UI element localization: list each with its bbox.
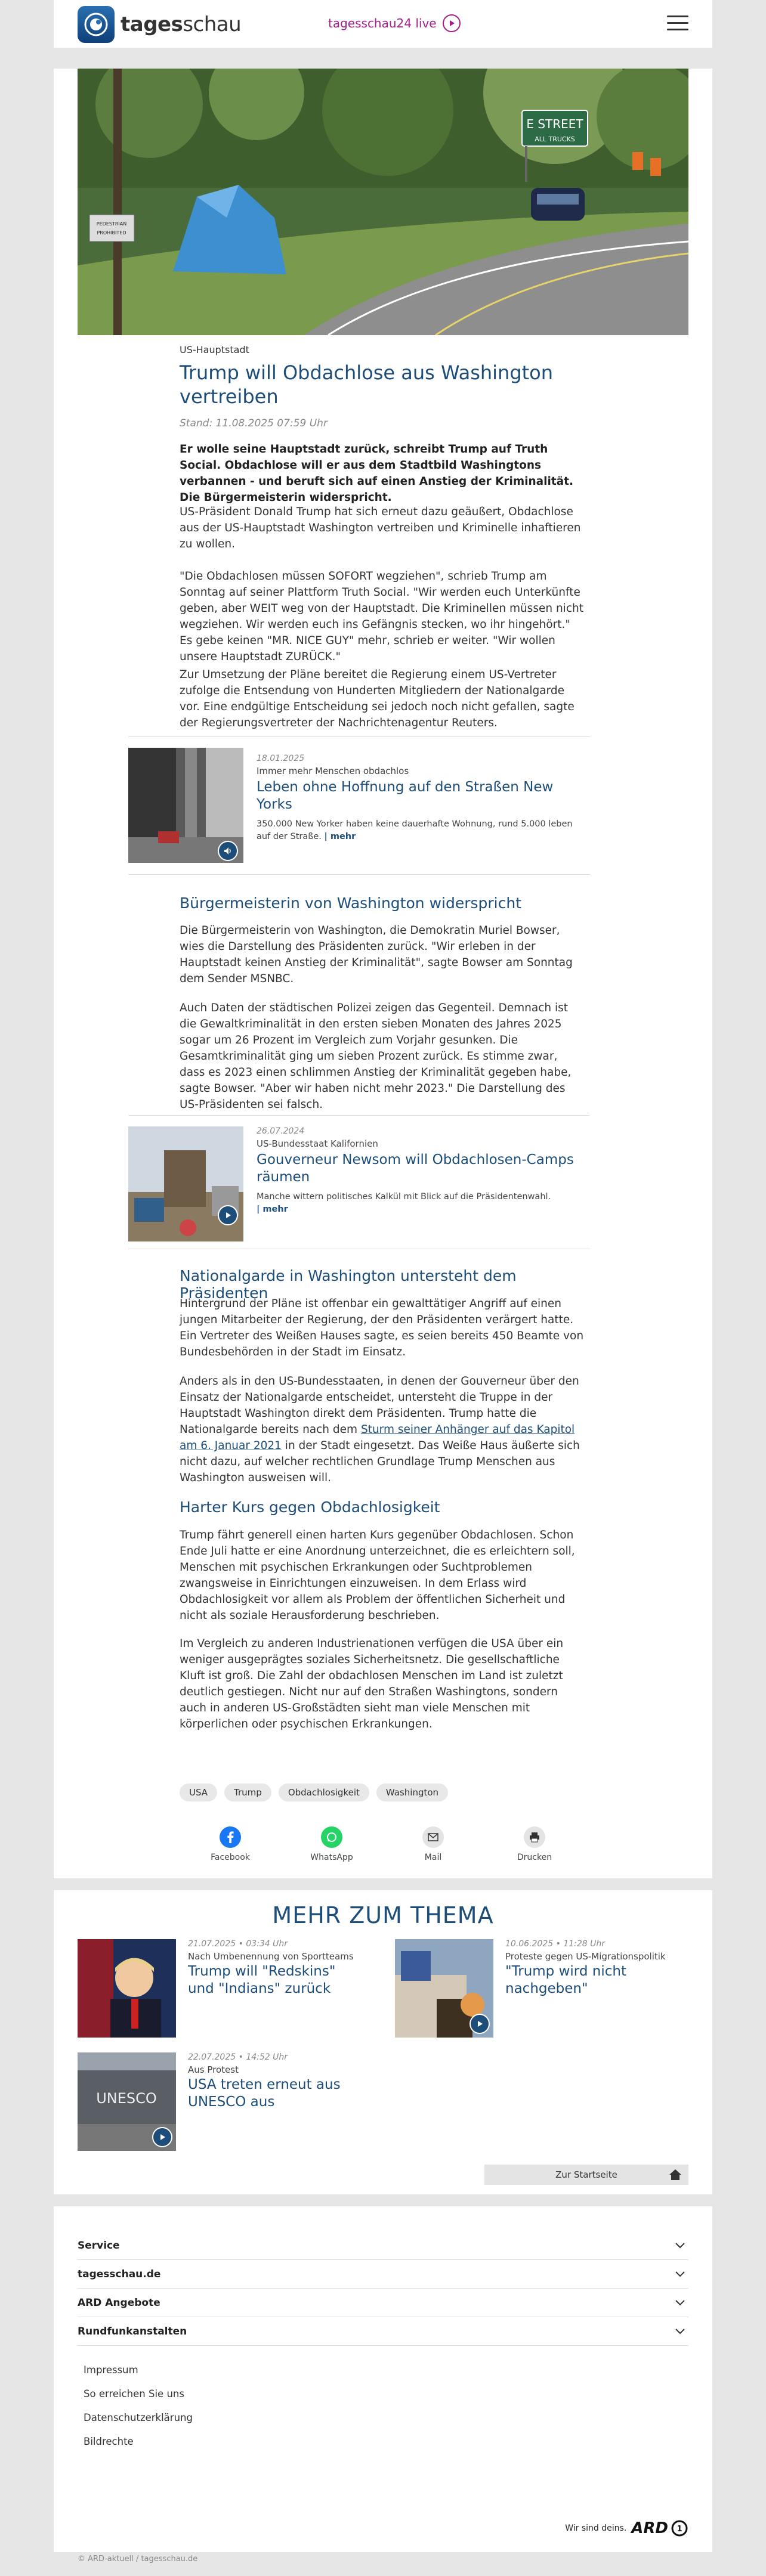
article-title: Trump will Obdachlose aus Washington vertreiben [180,361,554,408]
paragraph: Zur Umsetzung der Pläne bereitet die Regierung einem US-Vertreter zufolge die Entsendung von Hunderten Mitgliedern der Nationalgarde vor. Eine endgültige Entscheidung sei jedoch noch nicht gefallen, sagte der Regierungsvertreter der Nachrichtenagentur Reuters. [180,668,574,729]
whatsapp-icon [321,1826,342,1848]
related-section [54,1890,712,2194]
tag[interactable]: Trump [224,1784,271,1801]
article-date: Stand: 11.08.2025 07:59 Uhr [180,417,328,429]
related-title: MEHR ZUM THEMA [272,1902,494,1928]
footer-section-service[interactable]: Service [78,2231,688,2260]
print-icon [524,1826,545,1848]
tagesschau24-live-link[interactable] [328,14,461,32]
teaser-body [257,754,579,843]
share-print[interactable]: Drucken [499,1826,570,1862]
ard-brand[interactable] [565,2519,688,2537]
svg-text:PROHIBITED: PROHIBITED [97,230,126,236]
share-facebook[interactable]: Facebook [194,1826,266,1862]
teaser-topline: US-Bundesstaat Kalifornien [257,1138,378,1149]
paragraph: Hintergrund der Pläne ist offenbar ein gewalttätiger Angriff auf einen jungen Mitarbeiter der Regierung, der den Präsidenten verärgert hatte. Ein Vertreter des Weißen Hauses sagte, es seien bereits 450 Beamte von Bundesbehörden in der Stadt im Einsatz. [180,1298,584,1358]
footer-section-rundfunkanstalten[interactable]: Rundfunkanstalten [78,2317,688,2346]
play-icon [443,14,461,32]
teaser-date: 26.07.2024 [257,1126,305,1136]
paragraph: Trump fährt generell einen harten Kurs gegenüber Obdachlosen. Schon Ende Juli hatte er eine Anordnung unterzeichnet, die es erleichtern soll, Menschen mit psychischen Erkrankungen oder Suchtproblemen zwangsweise in Einrichtungen einzuweisen. In dem Erlass wird Obdachlosigkeit vor allem als Problem der öffentlichen Sicherheit und nicht als soziale Herausforderung beschrieben. [180,1529,575,1622]
tag-list [180,1784,448,1801]
share-mail[interactable]: Mail [397,1826,469,1862]
svg-text:E STREET: E STREET [526,117,583,131]
footer-section-ard-angebote[interactable]: ARD Angebote [78,2289,688,2317]
paragraph: Im Vergleich zu anderen Industrienationen verfügen die USA über ein weniger ausgeprägtes soziales Sicherheitsnetz. Die gesellschaftliche Kluft ist groß. Die Zahl der obdachlosen Menschen im Land ist zuletzt deutlich gestiegen. Nicht nur auf den Straßen Washingtons, sondern auch in anderen US-Großstädten sieht man viele Menschen mit körperlichen oder psychischen Erkrankungen. [180,1637,564,1730]
teaser-text: 350.000 New Yorker haben keine dauerhafte Wohnung, rund 5.000 leben auf der Straße. | mehr [257,819,573,841]
facebook-icon [220,1826,241,1848]
site-footer [54,2206,712,2552]
paragraph: Auch Daten der städtischen Polizei zeigen das Gegenteil. Demnach ist die Gewaltkriminalität in den ersten sieben Monaten des Jahres 2025 sogar um 26 Prozent im Vergleich zum Vorjahr gesunken. Die Gesamtkriminalität ging um sieben Prozent zurück. Es stimme zwar, dass es 2023 einen schlimmen Anstieg der Kriminalität gegeben habe, sagte Bowser. "Aber wir haben nicht mehr 2023." Die Darstellung des US-Präsidenten sei falsch. [180,1002,572,1111]
teaser-kalifornien[interactable] [128,1115,590,1249]
related-item[interactable] [78,1939,364,2041]
related-body: 10.06.2025 • 11:28 Uhr Proteste gegen US-Migrationspolitik "Trump wird nicht nachgeben" [505,1939,678,1998]
paragraph: US-Präsident Donald Trump hat sich erneut dazu geäußert, Obdachlose aus der US-Hauptstadt Washington vertreiben und Kriminelle inhaftieren zu wollen. [180,506,581,550]
paragraph: "Die Obdachlosen müssen SOFORT wegziehen", schrieb Trump am Sonntag auf seiner Plattform Truth Social. "Wir werden euch Unterkünfte geben, aber WEIT weg von der Hauptstadt. Die Kriminellen müssen nicht wegziehen. Wir werden euch ins Gefängnis stecken, wo ihr hingehört." Es gebe keinen "MR. NICE GUY" mehr, schrieb er weiter. "Wir wollen unsere Hauptstadt ZURÜCK." [180,570,583,663]
ard-logo: ARD [631,2519,668,2537]
related-headline[interactable]: USA treten erneut aus UNESCO aus [188,2077,341,2110]
logo-text: tagesschau [121,13,242,36]
kapitol-link[interactable]: Sturm seiner Anhänger auf das Kapitol am 6. Januar 2021 [180,1423,575,1452]
home-button[interactable] [484,2165,688,2185]
article-container [54,69,712,1878]
unesco-sign: UNESCO [96,2090,157,2107]
tagesschau-logo[interactable] [78,6,241,43]
share-bar [180,1826,585,1862]
article-topline: US-Hauptstadt [180,344,249,355]
more-link[interactable]: | mehr [324,832,356,841]
teaser-date: 18.01.2025 [257,754,305,763]
teaser-text: Manche wittern politisches Kalkül mit Blick auf die Präsidentenwahl. | mehr [257,1192,551,1214]
related-headline[interactable]: Trump will "Redskins" und "Indians" zurück [188,1964,336,1996]
subheading: Bürgermeisterin von Washington widerspricht [180,894,521,912]
teaser-headline[interactable]: Gouverneur Newsom will Obdachlosen-Camps räumen [257,1152,574,1185]
related-body: 21.07.2025 • 03:34 Uhr Nach Umbenennung von Sportteams Trump will "Redskins" und "Indians" zurück [188,1939,361,1998]
teaser-new-york[interactable] [128,736,590,875]
video-icon [152,2127,172,2147]
footer-link-datenschutz[interactable]: Datenschutzerklärung [84,2412,193,2423]
svg-text:PEDESTRIAN: PEDESTRIAN [96,221,127,227]
ard-globe-icon [83,11,109,38]
video-icon [218,1205,238,1225]
svg-text:ALL TRUCKS: ALL TRUCKS [535,135,575,143]
home-icon [668,2168,682,2184]
subheading: Harter Kurs gegen Obdachlosigkeit [180,1498,440,1516]
paragraph: Anders als in den US-Bundesstaaten, in denen der Gouverneur über den Einsatz der Nationalgarde entscheidet, untersteht die Truppe in der Hauptstadt Washington direkt dem Präsidenten. Trump hatte die Nationalgarde bereits nach dem Sturm seiner Anhänger auf das Kapitol am 6. Januar 2021 in der Stadt eingesetzt. Das Weiße Haus äußerte sich nicht dazu, auf welcher rechtlichen Grundlage Trump Menschen aus Washington ausweisen will. [180,1375,580,1484]
teaser-topline: Immer mehr Menschen obdachlos [257,766,409,776]
audio-icon [218,841,238,861]
related-headline[interactable]: "Trump wird nicht nachgeben" [505,1964,626,1996]
home-label: Zur Startseite [555,2169,617,2180]
related-body: 22.07.2025 • 14:52 Uhr Aus Protest USA treten erneut aus UNESCO aus [188,2052,361,2111]
video-icon [470,2014,490,2034]
footer-section-tagesschau[interactable]: tagesschau.de [78,2260,688,2289]
teaser-body [257,1126,579,1216]
tag[interactable]: Washington [376,1784,448,1801]
logo-badge [78,6,115,43]
article-lead: Er wolle seine Hauptstadt zurück, schreibt Trump auf Truth Social. Obdachlose will er aus dem Stadtbild Washingtons verbannen - und beruft sich auf einen Anstieg der Kriminalität. Die Bürgermeisterin widerspricht. [180,443,574,504]
hero-image [78,69,688,335]
more-link[interactable]: | mehr [257,1205,288,1214]
chevron-down-icon [675,2243,685,2249]
chevron-down-icon [675,2271,685,2277]
related-item[interactable] [395,1939,681,2041]
wir-sind-deins: Wir sind deins. [565,2524,627,2533]
footer-link-kontakt[interactable]: So erreichen Sie uns [84,2388,184,2399]
copyright: © ARD-aktuell / tagesschau.de [78,2555,198,2563]
mail-icon [422,1826,444,1848]
chevron-down-icon [675,2329,685,2334]
related-image [78,1939,176,2038]
tag[interactable]: Obdachlosigkeit [279,1784,369,1801]
ard-one-icon [671,2519,688,2537]
teaser-headline[interactable]: Leben ohne Hoffnung auf den Straßen New Yorks [257,779,554,812]
site-header [54,0,712,48]
footer-link-impressum[interactable]: Impressum [84,2364,138,2376]
share-whatsapp[interactable]: WhatsApp [296,1826,367,1862]
live-label: tagesschau24 live [328,16,437,30]
footer-link-bildrechte[interactable]: Bildrechte [84,2436,134,2447]
footer-links [84,2358,193,2454]
chevron-down-icon [675,2300,685,2306]
tag[interactable]: USA [180,1784,217,1801]
menu-icon[interactable] [667,16,688,35]
svg-text:1: 1 [677,2525,682,2534]
subheading: Nationalgarde in Washington untersteht dem Präsidenten [180,1267,517,1302]
related-item[interactable] [78,2052,364,2154]
paragraph: Die Bürgermeisterin von Washington, die Demokratin Muriel Bowser, wies die Darstellung des Präsidenten zurück. "Wir erleben in der Hauptstadt keinen Anstieg der Kriminalität", sagte Bowser am Sonntag dem Sender MSNBC. [180,924,573,985]
